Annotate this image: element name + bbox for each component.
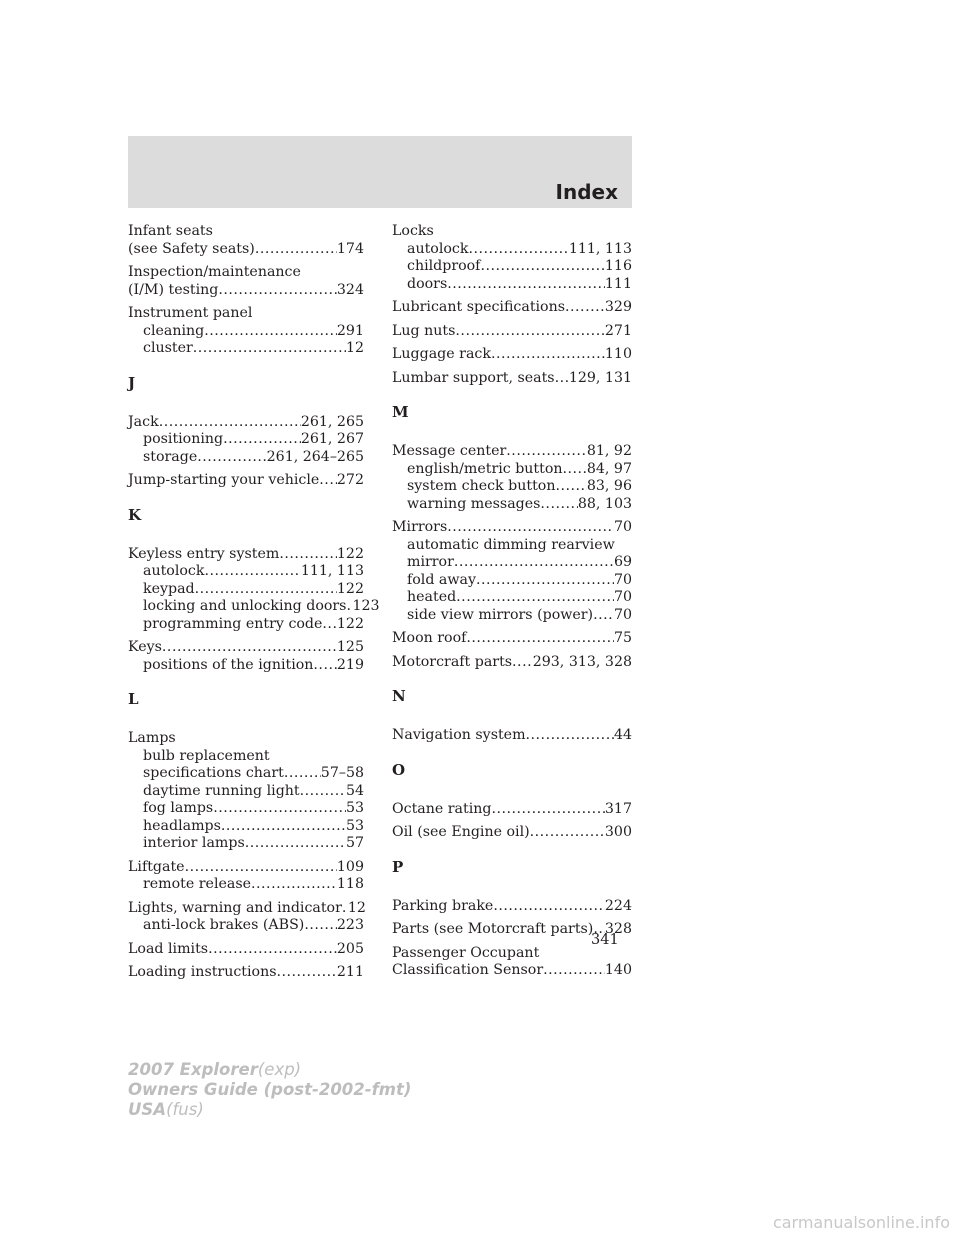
index-entry — [128, 730, 364, 853]
entry-label: Lubricant specifications — [392, 299, 566, 315]
dot-leader — [480, 258, 604, 276]
entry-label: Classification Sensor — [392, 962, 544, 978]
dot-leader — [491, 346, 605, 364]
index-subentry — [392, 496, 632, 514]
dot-leader — [251, 876, 337, 894]
entry-label: (see Safety seats) — [128, 240, 255, 257]
page-number: 341 — [591, 932, 619, 948]
entry-label: doors — [407, 275, 448, 292]
index-subentry — [392, 537, 632, 555]
entry-label: headlamps — [143, 817, 221, 834]
index-entry — [128, 414, 364, 467]
index-subentry — [128, 449, 364, 467]
index-entry-line — [128, 223, 364, 241]
index-entry — [128, 941, 364, 959]
dot-leader — [565, 299, 605, 317]
dot-leader — [284, 765, 321, 783]
entry-page-ref: 300 — [604, 824, 632, 840]
index-subentry — [128, 323, 364, 341]
entry-label: Parking brake — [392, 897, 494, 914]
entry-page-ref: 84, 97 — [586, 460, 632, 477]
index-entry-line — [392, 801, 632, 819]
entry-label: Jump-starting your vehicle — [128, 472, 320, 488]
index-entry-line — [128, 900, 364, 918]
dot-leader — [204, 323, 337, 341]
entry-page-ref: 70 — [613, 606, 632, 623]
footer-line-guide: Owners Guide (post-2002-fmt) — [128, 1080, 412, 1099]
dot-leader — [456, 589, 614, 607]
index-entry-line — [128, 305, 364, 323]
entry-page-ref: 272 — [336, 472, 364, 488]
index-subentry — [128, 917, 364, 935]
entry-label: anti-lock brakes (ABS) — [143, 917, 305, 933]
entry-page-ref: 261, 265 — [300, 413, 364, 430]
document-footer — [128, 1060, 411, 1120]
index-entry-line — [128, 241, 364, 259]
index-entry-line — [392, 443, 632, 461]
index-entry — [392, 898, 632, 916]
index-subentry — [392, 478, 632, 496]
index-subentry — [392, 607, 632, 625]
index-entry — [392, 346, 632, 364]
dot-leader — [493, 898, 605, 916]
index-subentry — [392, 241, 632, 259]
index-header-band — [128, 136, 632, 208]
entry-page-ref: 44 — [613, 727, 632, 743]
entry-label: autolock — [407, 240, 469, 257]
index-subentry — [128, 563, 364, 581]
section-letter: O — [392, 760, 406, 779]
entry-label: Load limits — [128, 940, 209, 957]
entry-label: Lumbar support, seats — [392, 369, 555, 386]
index-entry-line — [128, 264, 364, 282]
footer-line-market: USA(fus) — [128, 1100, 204, 1119]
watermark: carmanualsonline.info — [772, 1213, 950, 1232]
dot-leader — [563, 461, 587, 479]
section-letter: P — [392, 857, 404, 876]
index-subentry — [128, 835, 364, 853]
entry-page-ref: 70 — [613, 589, 632, 605]
entry-label: Inspection/maintenance — [128, 264, 301, 280]
entry-label: Lamps — [128, 730, 176, 746]
dot-leader — [322, 616, 336, 634]
entry-label: locking and unlocking doors — [143, 598, 347, 614]
dot-leader — [159, 414, 301, 432]
index-subentry — [128, 431, 364, 449]
index-entry — [128, 639, 364, 674]
entry-page-ref: 88, 103 — [577, 495, 632, 512]
index-subentry — [392, 554, 632, 572]
index-subentry — [128, 616, 364, 634]
index-entry — [392, 630, 632, 648]
entry-label: Keys — [128, 639, 162, 655]
index-entry-line — [392, 898, 632, 916]
dot-leader — [543, 962, 605, 980]
dot-leader — [530, 824, 605, 842]
index-entry-line — [392, 346, 632, 364]
entry-page-ref: 109 — [336, 858, 364, 875]
index-entry — [128, 223, 364, 258]
dot-leader — [221, 818, 346, 836]
index-entry — [392, 323, 632, 341]
dot-leader — [193, 340, 346, 358]
entry-page-ref: 70 — [613, 571, 632, 588]
index-subentry — [128, 657, 364, 675]
dot-leader — [185, 859, 337, 877]
entry-page-ref: 324 — [336, 281, 364, 298]
entry-label: Keyless entry system — [128, 545, 280, 562]
section-letter: N — [392, 687, 406, 705]
index-entry-line — [392, 654, 632, 672]
entry-page-ref: 54 — [345, 782, 364, 799]
index-entry-line — [128, 282, 364, 300]
entry-page-ref: 123 — [352, 598, 380, 614]
index-entry — [392, 824, 632, 842]
entry-label: Oil (see Engine oil) — [392, 824, 530, 840]
entry-label: Passenger Occupant — [392, 944, 540, 961]
entry-page-ref: 122 — [336, 580, 364, 597]
entry-label: warning messages — [407, 495, 541, 512]
entry-page-ref: 293, 313, 328 — [532, 653, 632, 670]
entry-label: Infant seats — [128, 223, 213, 239]
index-subentry — [128, 800, 364, 818]
entry-label: interior lamps — [143, 835, 245, 851]
index-entry — [128, 964, 364, 982]
entry-page-ref: 12 — [347, 899, 366, 916]
entry-label: Jack — [128, 413, 159, 430]
entry-page-ref: 174 — [336, 240, 364, 257]
entry-page-ref: 261, 267 — [300, 431, 364, 447]
index-subentry — [392, 572, 632, 590]
index-subentry — [392, 461, 632, 479]
dot-leader — [300, 783, 346, 801]
entry-label: Moon roof — [392, 630, 467, 646]
index-subentry — [392, 589, 632, 607]
index-entry-line — [392, 630, 632, 648]
index-entry — [128, 472, 364, 490]
entry-page-ref: 223 — [336, 917, 364, 933]
index-entry-line — [128, 639, 364, 657]
dot-leader — [526, 727, 614, 745]
dot-leader — [255, 241, 337, 259]
entry-label: bulb replacement — [143, 747, 270, 764]
dot-leader — [593, 607, 614, 625]
index-entry-line — [392, 727, 632, 745]
entry-label: programming entry code — [143, 615, 323, 632]
index-entry-line — [392, 962, 632, 980]
entry-page-ref: 291 — [336, 322, 364, 339]
entry-page-ref: 224 — [604, 897, 632, 914]
entry-page-ref: 211 — [336, 964, 364, 980]
dot-leader — [195, 581, 337, 599]
page-title: Index — [555, 180, 618, 204]
entry-label: Mirrors — [392, 519, 448, 535]
entry-label: Lights, warning and indicator — [128, 899, 342, 916]
entry-page-ref: 116 — [604, 258, 632, 274]
entry-label: storage — [143, 448, 198, 465]
entry-label: cluster — [143, 340, 193, 356]
index-entry-line — [392, 223, 632, 241]
entry-label: Locks — [392, 223, 434, 239]
entry-page-ref: 125 — [336, 639, 364, 655]
dot-leader — [162, 639, 337, 657]
entry-page-ref: 53 — [345, 800, 364, 816]
index-subentry — [128, 748, 364, 766]
entry-page-ref: 111, 113 — [568, 240, 632, 257]
index-entry — [128, 264, 364, 299]
index-entry — [128, 859, 364, 894]
index-subentry — [128, 581, 364, 599]
dot-leader — [223, 431, 301, 449]
entry-label: heated — [407, 589, 457, 605]
dot-leader — [476, 572, 614, 590]
index-subentry — [128, 783, 364, 801]
entry-label: Message center — [392, 443, 507, 459]
entry-page-ref: 205 — [336, 940, 364, 957]
dot-leader — [208, 941, 337, 959]
dot-leader — [277, 964, 337, 982]
index-entry-line — [392, 323, 632, 341]
entry-label: childproof — [407, 258, 481, 274]
entry-label: system check button — [407, 478, 556, 494]
index-subentry — [128, 765, 364, 783]
index-entry-line — [128, 941, 364, 959]
index-entry-line — [128, 414, 364, 432]
index-entry-line — [392, 299, 632, 317]
index-subentry — [128, 876, 364, 894]
entry-page-ref: 12 — [345, 340, 364, 356]
entry-page-ref: 129, 131 — [568, 369, 632, 386]
dot-leader — [218, 282, 337, 300]
dot-leader — [466, 630, 614, 648]
index-entry-line — [392, 370, 632, 388]
entry-page-ref: 328 — [604, 921, 632, 937]
dot-leader — [512, 654, 533, 672]
index-entry-line — [392, 519, 632, 537]
entry-page-ref: 111, 113 — [300, 563, 364, 579]
entry-label: specifications chart — [143, 765, 284, 781]
section-letter: J — [128, 373, 136, 392]
entry-page-ref: 53 — [345, 817, 364, 834]
dot-leader — [447, 519, 614, 537]
dot-leader — [204, 563, 300, 581]
dot-leader — [304, 917, 337, 935]
index-entry — [128, 545, 380, 634]
entry-label: english/metric button — [407, 460, 563, 477]
entry-label: Lug nuts — [392, 322, 456, 339]
entry-label: automatic dimming rearview — [407, 536, 615, 553]
index-entry — [392, 801, 632, 819]
index-column-right — [392, 223, 632, 986]
entry-label: cleaning — [143, 322, 205, 339]
entry-page-ref: 69 — [613, 554, 632, 570]
dot-leader — [454, 554, 614, 572]
dot-leader — [197, 449, 266, 467]
index-subentry — [392, 258, 632, 276]
index-column-left — [128, 223, 380, 988]
index-entry — [392, 223, 632, 293]
entry-page-ref: 261, 264–265 — [266, 448, 364, 465]
dot-leader — [491, 801, 604, 819]
entry-label: Motorcraft parts — [392, 653, 513, 670]
entry-label: keypad — [143, 580, 195, 597]
index-entry-line — [128, 859, 364, 877]
entry-label: Luggage rack — [392, 346, 491, 362]
entry-label: side view mirrors (power) — [407, 606, 594, 623]
entry-page-ref: 111 — [604, 275, 632, 292]
entry-label: daytime running light — [143, 782, 300, 799]
entry-page-ref: 122 — [336, 545, 364, 562]
dot-leader — [455, 323, 604, 341]
index-subentry — [128, 340, 364, 358]
entry-label: (I/M) testing — [128, 281, 219, 298]
dot-leader — [540, 496, 577, 514]
entry-page-ref: 81, 92 — [586, 443, 632, 459]
section-letter: L — [128, 690, 139, 708]
entry-label: Parts (see Motorcraft parts) — [392, 921, 594, 937]
index-subentry — [392, 276, 632, 294]
dot-leader — [447, 276, 605, 294]
index-entry — [392, 443, 632, 513]
entry-page-ref: 317 — [604, 800, 632, 817]
section-letter: M — [392, 403, 409, 421]
index-entry — [392, 299, 632, 317]
entry-label: Loading instructions — [128, 964, 277, 980]
entry-label: autolock — [143, 563, 205, 579]
dot-leader — [555, 370, 569, 388]
index-entry — [392, 945, 632, 980]
entry-label: fold away — [407, 571, 476, 588]
dot-leader — [313, 657, 336, 675]
entry-page-ref: 110 — [604, 346, 632, 362]
dot-leader — [245, 835, 346, 853]
index-entry — [392, 654, 632, 672]
index-entry-line — [128, 546, 364, 564]
dot-leader — [319, 472, 337, 490]
dot-leader — [506, 443, 587, 461]
entry-page-ref: 75 — [613, 630, 632, 646]
entry-label: positioning — [143, 431, 224, 447]
entry-label: positions of the ignition — [143, 656, 314, 673]
index-entry — [392, 727, 632, 745]
entry-label: Liftgate — [128, 858, 185, 875]
dot-leader — [279, 546, 337, 564]
footer-line-model: 2007 Explorer(exp) — [128, 1060, 302, 1079]
entry-page-ref: 70 — [613, 519, 632, 535]
entry-label: mirror — [407, 554, 454, 570]
entry-label: Octane rating — [392, 800, 492, 817]
entry-label: remote release — [143, 876, 252, 892]
entry-page-ref: 122 — [336, 615, 364, 632]
index-subentry — [128, 598, 380, 616]
entry-page-ref: 57–58 — [320, 765, 364, 781]
section-letter: K — [128, 505, 142, 524]
entry-label: Navigation system — [392, 727, 526, 743]
index-entry-line — [128, 472, 364, 490]
entry-page-ref: 57 — [345, 835, 364, 851]
index-entry-line — [128, 730, 364, 748]
index-entry — [128, 900, 364, 935]
index-entry-line — [128, 964, 364, 982]
entry-page-ref: 140 — [604, 962, 632, 978]
index-entry-line — [392, 824, 632, 842]
dot-leader — [468, 241, 568, 259]
entry-page-ref: 118 — [336, 876, 364, 892]
index-subentry — [128, 818, 364, 836]
entry-label: fog lamps — [143, 800, 214, 816]
entry-page-ref: 329 — [604, 299, 632, 315]
index-entry — [128, 305, 364, 358]
dot-leader — [213, 800, 346, 818]
entry-page-ref: 83, 96 — [586, 478, 632, 494]
entry-label: Instrument panel — [128, 305, 253, 321]
index-entry — [392, 370, 632, 388]
index-entry — [392, 519, 632, 624]
dot-leader — [555, 478, 586, 496]
entry-page-ref: 219 — [336, 656, 364, 673]
entry-page-ref: 271 — [604, 322, 632, 339]
